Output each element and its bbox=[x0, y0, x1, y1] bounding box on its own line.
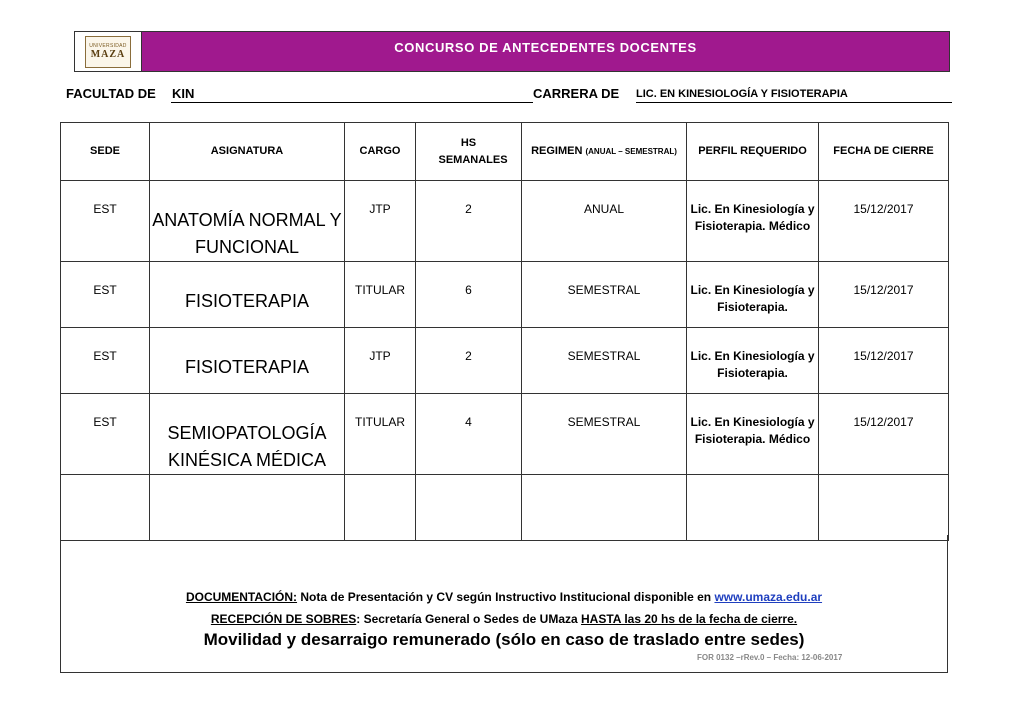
header-cargo: CARGO bbox=[345, 123, 416, 181]
header-regimen-text: REGIMEN bbox=[531, 145, 583, 158]
cell-empty bbox=[522, 475, 687, 541]
faculty-career-row bbox=[66, 86, 952, 103]
cell-hs: 4 bbox=[416, 394, 522, 475]
documentacion-text: Nota de Presentación y CV según Instructivo Institucional disponible en bbox=[297, 590, 715, 604]
cell-regimen: SEMESTRAL bbox=[522, 262, 687, 328]
recepcion-hasta: HASTA las 20 hs de la fecha de cierre. bbox=[581, 612, 798, 626]
cell-regimen: SEMESTRAL bbox=[522, 328, 687, 394]
recepcion-text: : Secretaría General o Sedes de UMaza bbox=[356, 612, 582, 626]
table-row bbox=[61, 262, 949, 328]
header-regimen bbox=[522, 123, 687, 181]
cell-asignatura: ANATOMÍA NORMAL Y FUNCIONAL bbox=[150, 181, 345, 262]
header-perfil: PERFIL REQUERIDO bbox=[687, 123, 819, 181]
cell-fecha: 15/12/2017 bbox=[819, 328, 949, 394]
cell-sede: EST bbox=[61, 328, 150, 394]
cell-cargo: TITULAR bbox=[345, 262, 416, 328]
cell-cargo: JTP bbox=[345, 328, 416, 394]
positions-table bbox=[60, 122, 949, 541]
cell-cargo: TITULAR bbox=[345, 394, 416, 475]
header-hs-text: HS SEMANALES bbox=[438, 137, 508, 166]
cell-asignatura: FISIOTERAPIA bbox=[150, 328, 345, 394]
cell-hs: 2 bbox=[416, 181, 522, 262]
umaza-link[interactable]: www.umaza.edu.ar bbox=[714, 590, 823, 604]
logo-top-text: UNIVERSIDAD bbox=[89, 43, 127, 49]
table-row-empty bbox=[61, 475, 949, 541]
recepcion-label: RECEPCIÓN DE SOBRES bbox=[210, 612, 357, 626]
logo-cell bbox=[75, 32, 142, 71]
documentacion-label: DOCUMENTACIÓN: bbox=[185, 590, 298, 604]
header-asignatura: ASIGNATURA bbox=[150, 123, 345, 181]
cell-empty bbox=[819, 475, 949, 541]
carrera-value: LIC. EN KINESIOLOGÍA Y FISIOTERAPIA bbox=[636, 88, 952, 103]
cell-fecha: 15/12/2017 bbox=[819, 262, 949, 328]
cell-perfil: Lic. En Kinesiología y Fisioterapia. bbox=[687, 262, 819, 328]
recepcion-line bbox=[61, 612, 947, 626]
cell-hs: 2 bbox=[416, 328, 522, 394]
header-sede: SEDE bbox=[61, 123, 150, 181]
cell-regimen: SEMESTRAL bbox=[522, 394, 687, 475]
facultad-value: KIN bbox=[171, 86, 533, 103]
cell-empty bbox=[150, 475, 345, 541]
cell-perfil: Lic. En Kinesiología y Fisioterapia. Médico bbox=[687, 181, 819, 262]
cell-sede: EST bbox=[61, 394, 150, 475]
cell-hs: 6 bbox=[416, 262, 522, 328]
documentacion-line bbox=[61, 590, 947, 604]
cell-cargo: JTP bbox=[345, 181, 416, 262]
cell-empty bbox=[416, 475, 522, 541]
table-row bbox=[61, 181, 949, 262]
header-fecha: FECHA DE CIERRE bbox=[819, 123, 949, 181]
header-regimen-small: (ANUAL – SEMESTRAL) bbox=[585, 147, 677, 157]
table-row bbox=[61, 328, 949, 394]
cell-fecha: 15/12/2017 bbox=[819, 181, 949, 262]
cell-perfil: Lic. En Kinesiología y Fisioterapia. Médico bbox=[687, 394, 819, 475]
footer-box bbox=[60, 535, 948, 673]
cell-asignatura: SEMIOPATOLOGÍA KINÉSICA MÉDICA bbox=[150, 394, 345, 475]
form-code: FOR 0132 –rRev.0 – Fecha: 12-06-2017 bbox=[697, 653, 843, 662]
document-title: CONCURSO DE ANTECEDENTES DOCENTES bbox=[142, 32, 949, 71]
cell-regimen: ANUAL bbox=[522, 181, 687, 262]
facultad-label: FACULTAD DE bbox=[66, 86, 156, 101]
logo-main-text: MAZA bbox=[90, 49, 126, 60]
movilidad-line: Movilidad y desarraigo remunerado (sólo en caso de traslado entre sedes) bbox=[203, 630, 805, 649]
header-hs-semanales bbox=[416, 123, 522, 181]
table-header-row bbox=[61, 123, 949, 181]
table-row bbox=[61, 394, 949, 475]
university-logo bbox=[85, 36, 131, 68]
cell-empty bbox=[61, 475, 150, 541]
cell-sede: EST bbox=[61, 181, 150, 262]
cell-fecha: 15/12/2017 bbox=[819, 394, 949, 475]
cell-perfil: Lic. En Kinesiología y Fisioterapia. bbox=[687, 328, 819, 394]
cell-sede: EST bbox=[61, 262, 150, 328]
carrera-label: CARRERA DE bbox=[533, 86, 620, 101]
header-box bbox=[74, 31, 950, 72]
cell-asignatura: FISIOTERAPIA bbox=[150, 262, 345, 328]
cell-empty bbox=[687, 475, 819, 541]
cell-empty bbox=[345, 475, 416, 541]
